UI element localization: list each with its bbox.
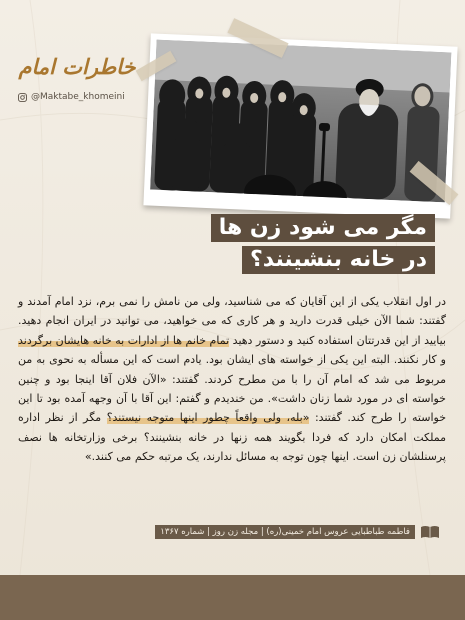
footer-bar [0,575,465,620]
brand-logo: خاطرات امام [18,54,136,79]
headline-line-2: در خانه بنشینند؟ [242,246,435,274]
historic-photo [150,40,451,203]
headline [211,214,435,274]
memoir-part-1: در اول انقلاب یکی از این آقایان که می شناسید، ولی من نامش را نمی برم، نزد امام آمدند و گفتند: شما الآن خیلی قدرت دارید و هر کاری که می خواهید، می توانید در ایران انجام دهید. بیایید از این قدرتتان استفاده کنید و دستور دهید [18,295,446,347]
memoir-part-3: مگر از نظر اداره مملکت امکان دارد که فردا بگویند همه زنها در خانه بنشینند؟ برخی وزارتخانه ها نصف پرسنلشان زن است. اینها چون توجه به مسائل ندارند، یک مرتبه حکم می کنند.» [18,411,446,464]
instagram-handle[interactable] [18,90,136,104]
memoir-text [18,292,446,467]
memoir-part-2: و کار نکنند. البته این یکی از خواسته های ایشان بود. یادم است که این مسأله به نحوی به من مربوط می شد که امام آن را با من مطرح کردند. گفتند: «الآن فلان آقا اینجا بود و چنین خواسته ای در مورد شما زنان داشت». من خندیدم و گفتم: این آقا با آن وجهه آمده بود تا این خواسته را طرح کند. گفتند: [18,353,446,425]
source-citation [148,524,440,540]
memoir-highlight-2: «بله، ولی واقعاً چطور اینها متوجه نیستند؟ [106,411,310,425]
memoir-highlight-1: تمام خانم ها از ادارات به خانه هایشان برگردند [18,333,230,347]
instagram-icon [18,93,27,102]
historic-photo-frame [143,33,457,218]
headline-line-1: مگر می شود زن ها [211,214,435,242]
handle-text: @Maktabe_khomeini [31,92,125,102]
source-text: فاطمه طباطبایی عروس امام خمینی(ره) | مجله زن روز | شماره ۱۳۶۷ [155,525,415,539]
book-icon [420,525,440,539]
